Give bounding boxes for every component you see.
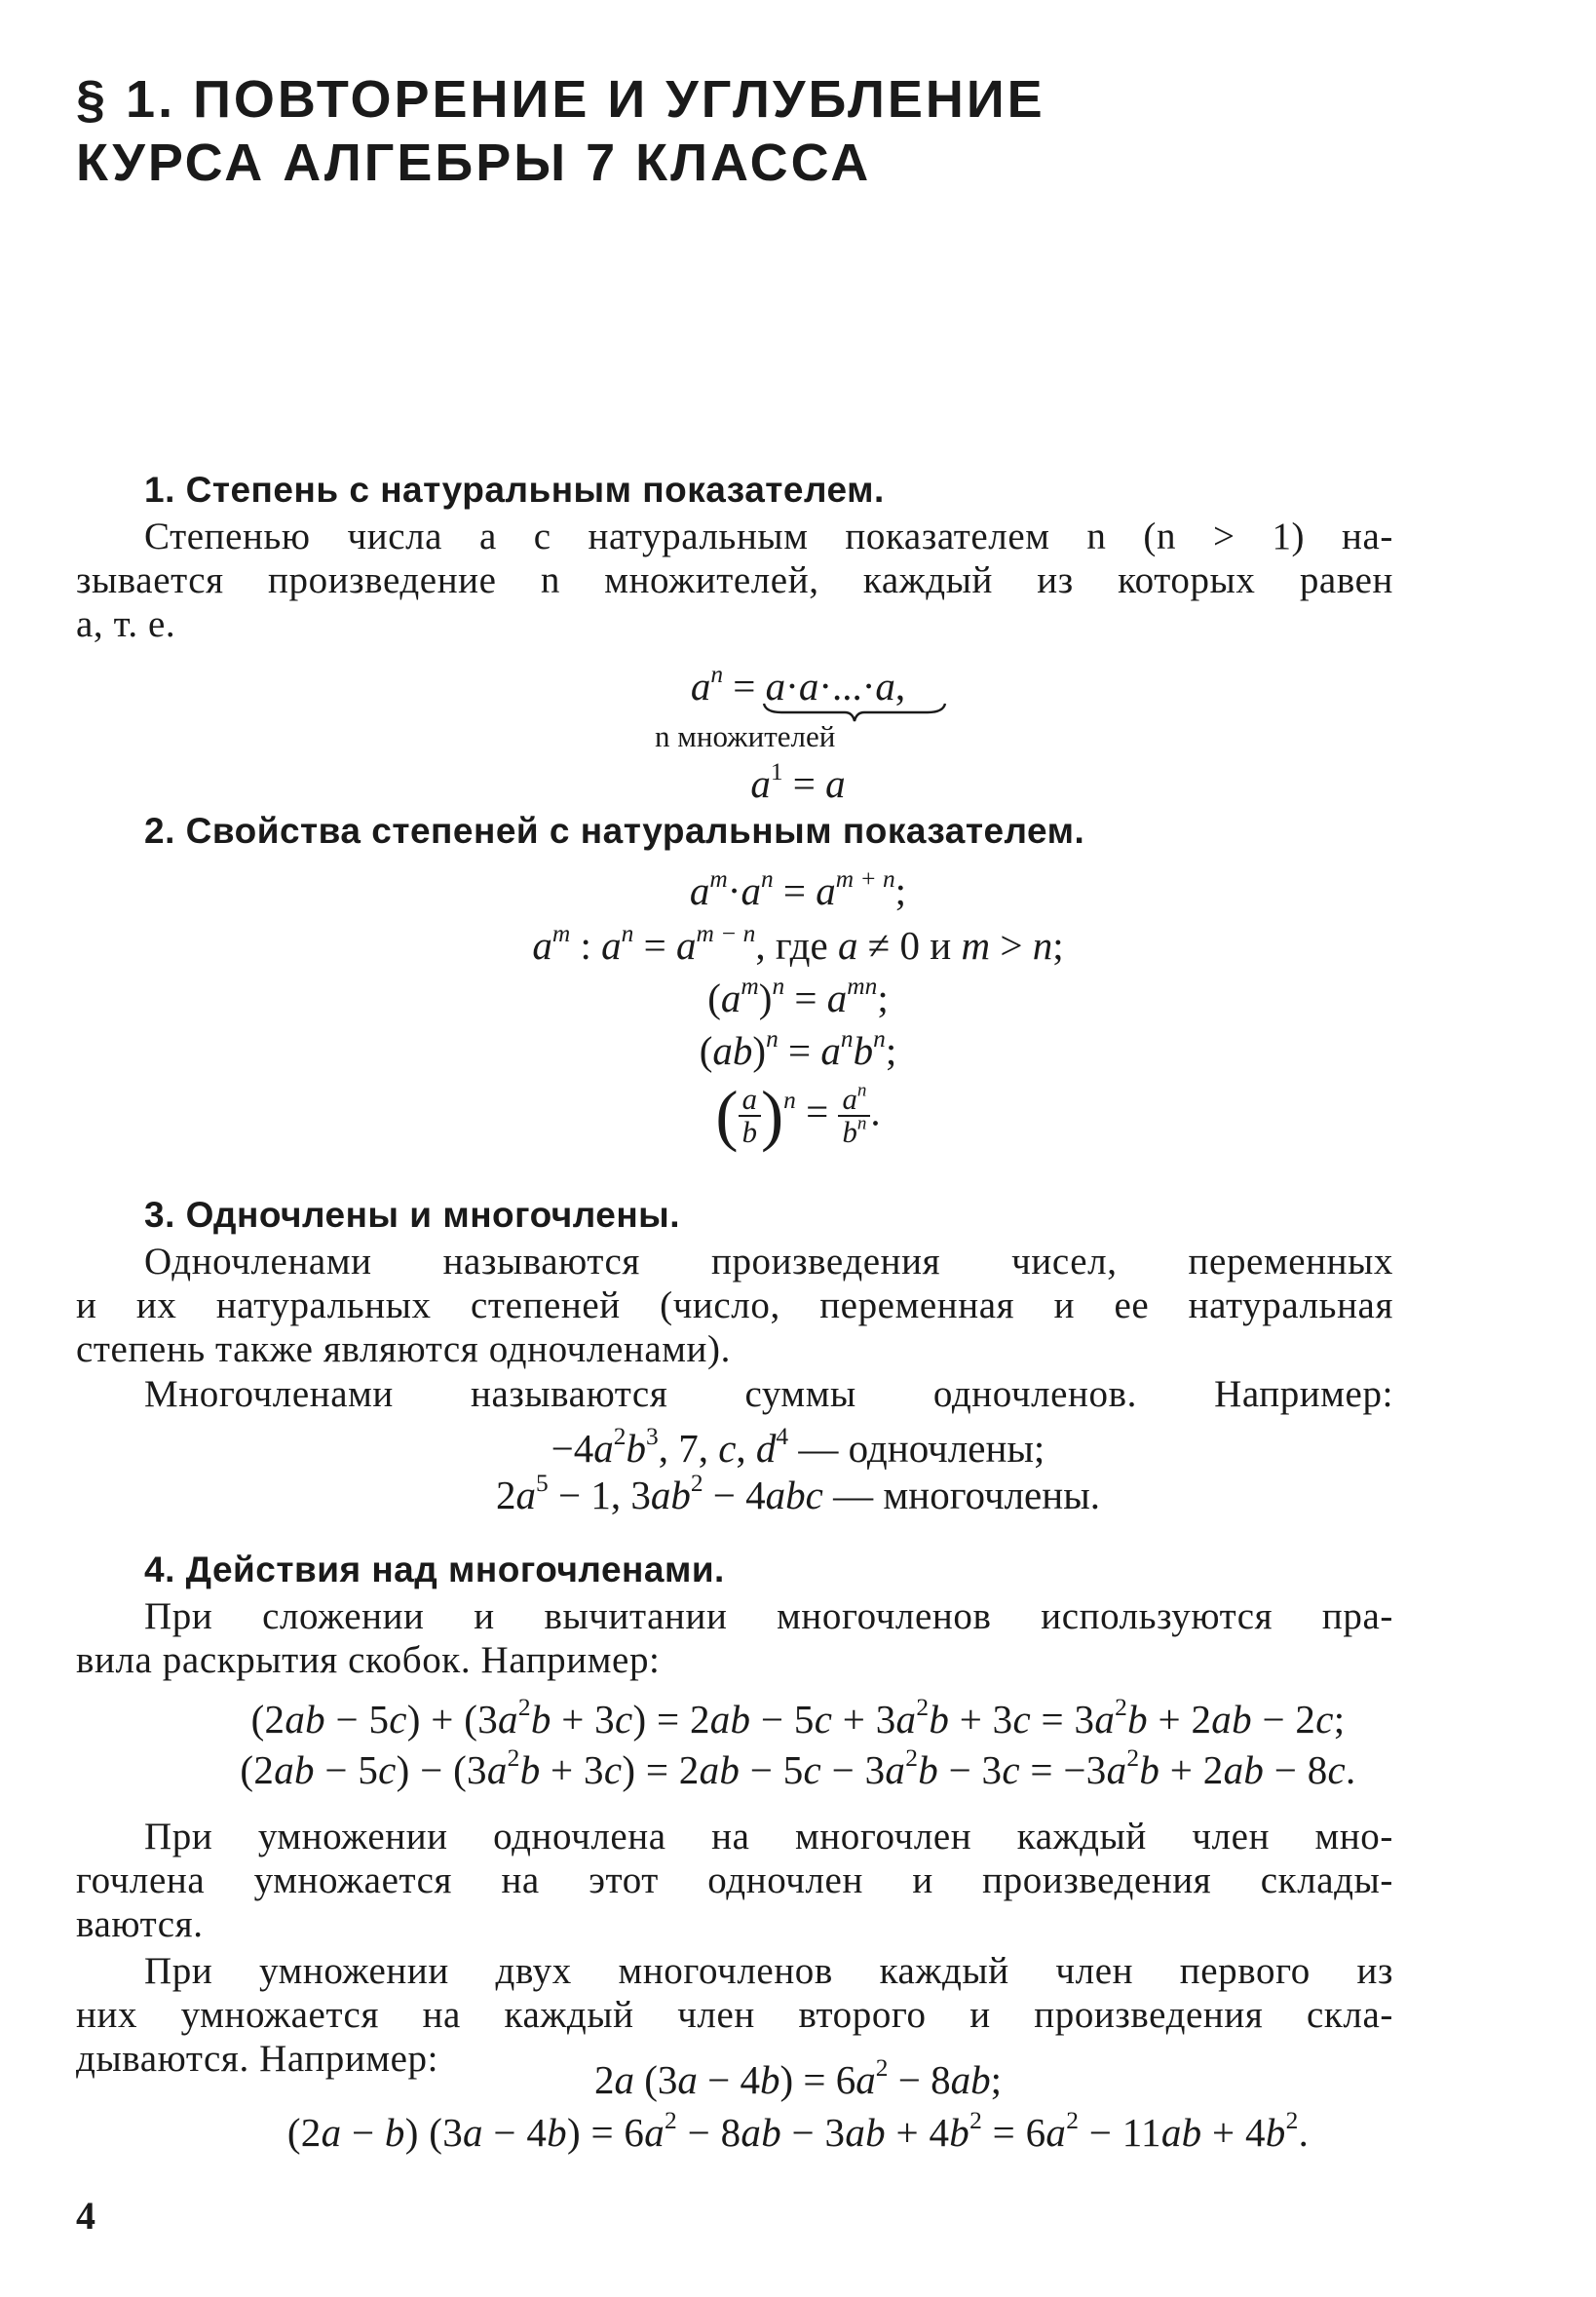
paragraph-line: Одночленами называются произведения чисел, переменных (144, 1241, 1393, 1282)
paragraph-line: зывается произведение n множителей, каждый из которых равен (76, 559, 1393, 601)
formula-subtraction-example: $(2ab - 5c) - (3a^2b + 3c) = 2ab - 5c - 3a^2b - 3c = -3a^2b + 2ab - 8c$. (240, 1744, 1356, 1792)
paragraph-line: дываются. Например: (76, 2038, 439, 2080)
word-and: и (930, 923, 952, 968)
paragraph-line: гочлена умножается на этот одночлен и произведения склады- (76, 1859, 1393, 1901)
monomials-label: — одночлены; (798, 1426, 1045, 1471)
section-2-heading: 2. Свойства степеней с натуральным показателем. (144, 811, 1085, 851)
section-4-heading: 4. Действия над многочленами. (144, 1550, 725, 1589)
formula-product-rule: $a^m\cdot a^n = a^{m + n}$; (689, 865, 907, 913)
formula-power-of-fraction: ( $\frac{a}{b}$ )$^n$ = $\frac{a^n}{b^n}$ . (715, 1078, 881, 1154)
formula-monomial-times-polynomial: 2a $(3a - 4b) = 6a^2 - 8ab$; (593, 2054, 1003, 2102)
formula-polynomials-example: $2a^5 - 1$, $3ab^2 - 4abc$ — многочлены. (496, 1470, 1100, 1517)
section-3-heading: 3. Одночлены и многочлены. (144, 1195, 681, 1235)
section-4-paragraph-1 (76, 1594, 1393, 1682)
paragraph-line: Многочленами называются суммы одночленов. Например: (144, 1373, 1393, 1415)
section-3-paragraph-1 (76, 1240, 1393, 1371)
polynomials-label: — многочлены. (833, 1473, 1100, 1517)
paragraph-line: ваются. (76, 1903, 204, 1945)
paragraph-line: и их натуральных степеней (число, переменная и ее натуральная (76, 1284, 1393, 1326)
section-3-paragraph-2 (76, 1372, 1393, 1416)
formula-power-of-product: $(ab)^n = a^nb^n$; (699, 1025, 897, 1073)
formula-quotient-rule: $a^m$ : $a^n = a^{m - n}$, где a ≠ 0 и m > n; (532, 920, 1064, 968)
formula-polynomial-times-polynomial: (2a − b) $(3a - 4b) = 6a^2 - 8ab - 3ab + 4b^2 = 6a^2 - 11ab + 4b^2$. (286, 2107, 1310, 2155)
chapter-title-line-1: § 1. ПОВТОРЕНИЕ И УГЛУБЛЕНИЕ (76, 70, 1045, 129)
brace-label: n множителей (655, 719, 836, 753)
paragraph-line: степень также являются одночленами). (76, 1328, 731, 1370)
formula-power-definition: $a^n = a\cdot a\cdot...\cdot a$, (0, 663, 1596, 709)
chapter-title-line-2: КУРСА АЛГЕБРЫ 7 КЛАССА (76, 133, 872, 192)
page-number: 4 (76, 2194, 95, 2238)
word-where: где (775, 923, 828, 968)
formula-addition-example: $(2ab - 5c) + (3a^2b + 3c) = 2ab - 5c + 3a^2b + 3c = 3a^2b + 2ab - 2c$; (250, 1694, 1346, 1742)
paragraph-line: При умножении одночлена на многочлен каждый член мно- (144, 1816, 1393, 1857)
section-1-heading: 1. Степень с натуральным показателем. (144, 470, 885, 510)
formula-power-of-power: $(a^m)^n = a^{mn}$; (707, 973, 889, 1020)
formula-monomials-example: $-4a^2b^3$, 7, c, $d^4$ — одночлены; (551, 1423, 1045, 1471)
paragraph-line: Степенью числа a с натуральным показателем n (n > 1) на- (144, 516, 1393, 557)
formula-power-one: $a^1 = a$ (750, 758, 846, 806)
paragraph-line: При сложении и вычитании многочленов используются пра- (144, 1595, 1393, 1637)
paragraph-line: вила раскрытия скобок. Например: (76, 1639, 661, 1681)
paragraph-line: При умножении двух многочленов каждый член первого из (144, 1950, 1393, 1992)
section-4-paragraph-2 (76, 1815, 1393, 1946)
paragraph-line: a, т. е. (76, 603, 176, 645)
chapter-title (76, 68, 1045, 195)
section-1-paragraph (76, 515, 1393, 646)
paragraph-line: них умножается на каждый член второго и произведения скла- (76, 1994, 1393, 2036)
